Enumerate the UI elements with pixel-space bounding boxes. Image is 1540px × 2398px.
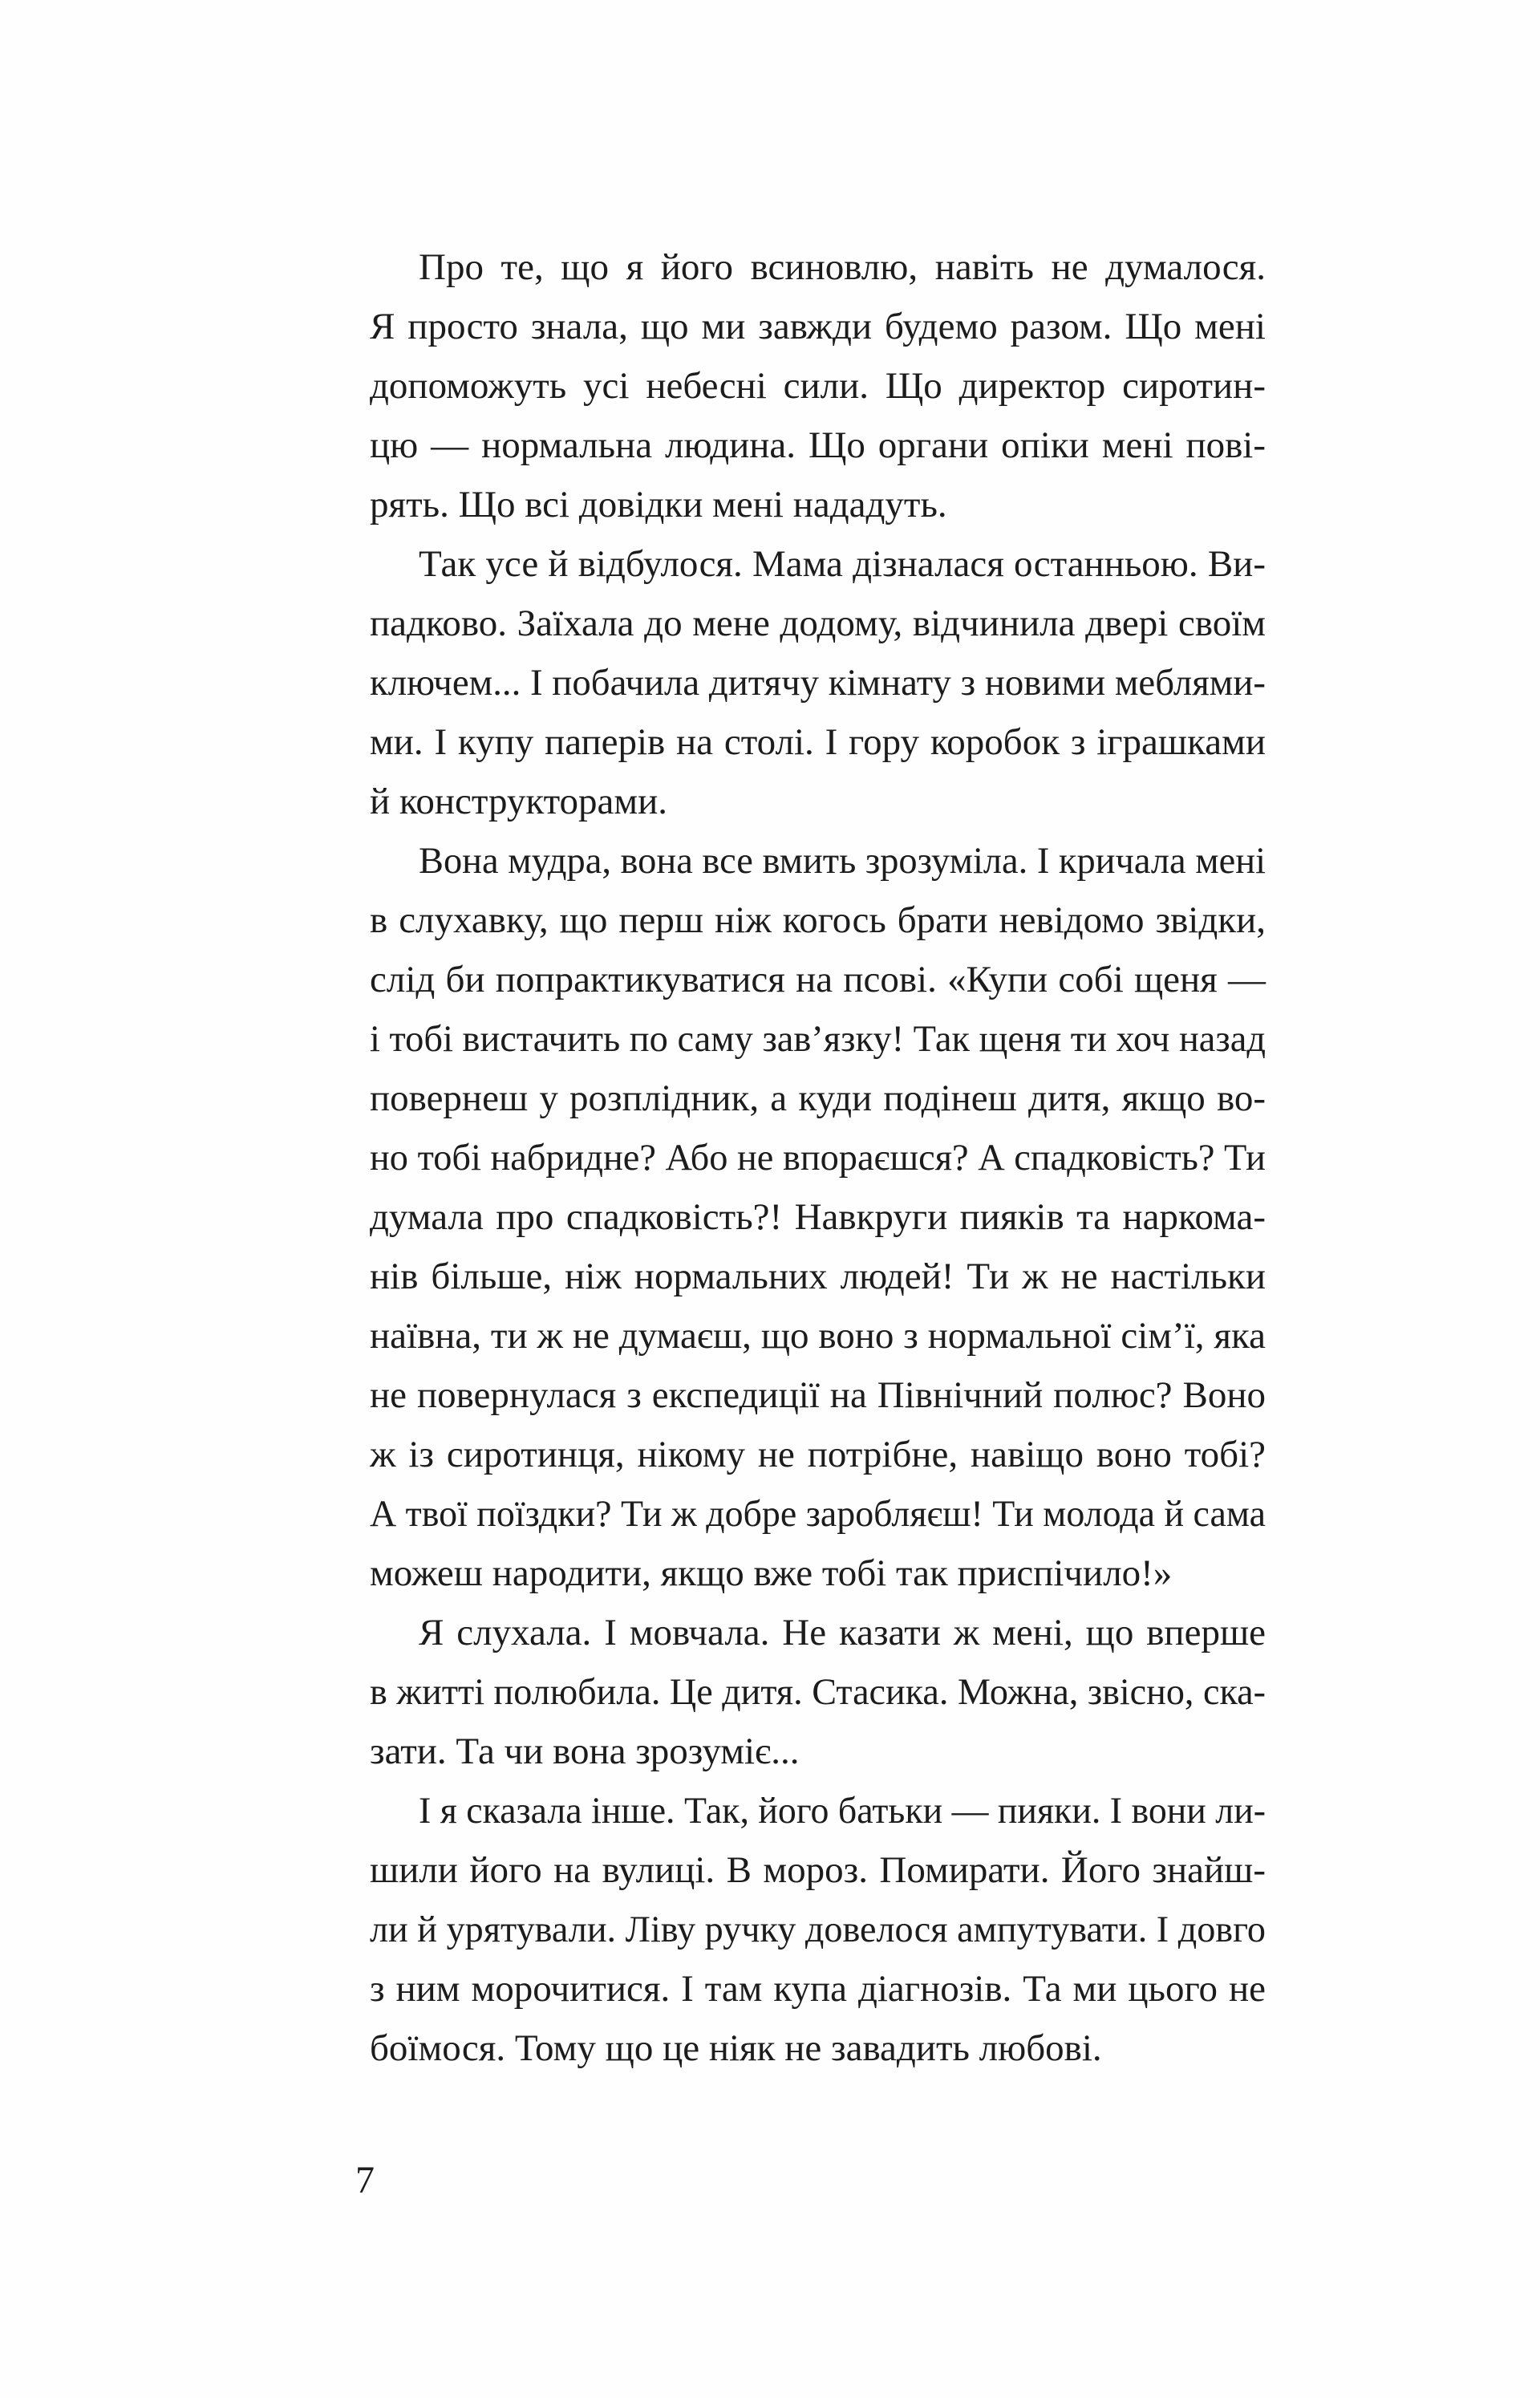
text-line: Я слухала. І мовчала. Не казати ж мені, що вперше bbox=[419, 1612, 1266, 1653]
text-line: наївна, ти ж не думаєш, що воно з нормальної сім’ї, яка bbox=[370, 1315, 1266, 1357]
text-row bbox=[370, 1306, 1266, 1365]
text-row bbox=[370, 891, 1266, 950]
text-row bbox=[370, 1544, 1266, 1603]
body-text bbox=[370, 237, 1266, 2078]
text-line: І я сказала інше. Так, його батьки — пияки. І вони ли- bbox=[419, 1790, 1266, 1832]
text-row bbox=[370, 653, 1266, 712]
text-row bbox=[370, 831, 1266, 891]
paragraph bbox=[370, 1603, 1266, 1781]
text-row bbox=[370, 534, 1266, 594]
text-line: ми. І купу паперів на столі. І гору коробок з іграшками bbox=[370, 721, 1266, 763]
paragraph bbox=[370, 534, 1266, 831]
text-row bbox=[370, 416, 1266, 475]
text-line: думала про спадковість?! Навкруги пияків та наркома- bbox=[370, 1196, 1266, 1238]
text-line: допоможуть усі небесні сили. Що директор сиротин- bbox=[370, 365, 1266, 407]
text-row bbox=[370, 1840, 1266, 1900]
text-row bbox=[370, 1365, 1266, 1425]
text-line: но тобі набридне? Або не впораєшся? А спадковість? Ти bbox=[370, 1137, 1266, 1179]
text-row bbox=[370, 950, 1266, 1009]
text-line: нів більше, ніж нормальних людей! Ти ж не настільки bbox=[370, 1256, 1266, 1297]
text-row bbox=[370, 1247, 1266, 1306]
text-line: Я просто знала, що ми завжди будемо разом. Що мені bbox=[370, 306, 1266, 347]
text-line: цю — нормальна людина. Що органи опіки мені пові- bbox=[370, 424, 1266, 466]
text-row bbox=[370, 1484, 1266, 1544]
text-row bbox=[370, 297, 1266, 356]
text-line: зати. Та чи вона зрозуміє... bbox=[370, 1731, 800, 1772]
text-line: Так усе й відбулося. Мама дізналася останньою. Ви- bbox=[419, 543, 1266, 585]
text-row bbox=[370, 1069, 1266, 1128]
text-row bbox=[370, 475, 1266, 534]
text-row bbox=[370, 1128, 1266, 1187]
text-row bbox=[370, 1603, 1266, 1662]
text-line: ж із сиротинця, нікому не потрібне, навіщо воно тобі? bbox=[370, 1434, 1266, 1475]
text-line: шили його на вулиці. В мороз. Помирати. Його знайш- bbox=[370, 1849, 1266, 1891]
text-line: й конструкторами. bbox=[370, 781, 667, 822]
text-line: ключем... І побачила дитячу кімнату з новими меблями- bbox=[370, 662, 1266, 704]
paragraph bbox=[370, 1781, 1266, 2078]
text-line: рять. Що всі довідки мені нададуть. bbox=[370, 484, 947, 525]
text-row bbox=[370, 1781, 1266, 1840]
text-line: ли й урятували. Ліву ручку довелося ампутувати. І довго bbox=[370, 1909, 1266, 1950]
text-line: слід би попрактикуватися на псові. «Купи собі щеня — bbox=[370, 959, 1266, 1000]
paragraph bbox=[370, 831, 1266, 1603]
text-line: Про те, що я його всиновлю, навіть не думалося. bbox=[419, 246, 1266, 288]
text-line: А твої поїздки? Ти ж добре заробляєш! Ти молода й сама bbox=[370, 1493, 1266, 1535]
text-row bbox=[370, 1900, 1266, 1959]
text-row bbox=[370, 712, 1266, 772]
text-line: з ним морочитися. І там купа діагнозів. Та ми цього не bbox=[370, 1968, 1266, 2010]
text-row bbox=[370, 1425, 1266, 1484]
text-row bbox=[370, 2019, 1266, 2078]
text-row bbox=[370, 594, 1266, 653]
text-line: не повернулася з експедиції на Північний полюс? Воно bbox=[370, 1374, 1266, 1416]
paragraph bbox=[370, 237, 1266, 534]
text-line: і тобі вистачить по саму зав’язку! Так щеня ти хоч назад bbox=[370, 1018, 1266, 1060]
text-row bbox=[370, 356, 1266, 416]
text-row bbox=[370, 1662, 1266, 1722]
text-row bbox=[370, 237, 1266, 297]
text-line: повернеш у розплідник, а куди подінеш дитя, якщо во- bbox=[370, 1077, 1266, 1119]
text-line: боїмося. Тому що це ніяк не завадить любові. bbox=[370, 2027, 1102, 2069]
text-line: в житті полюбила. Це дитя. Стасика. Можна, звісно, ска- bbox=[370, 1671, 1266, 1713]
page-number: 7 bbox=[355, 2159, 375, 2201]
text-row bbox=[370, 772, 1266, 831]
text-line: в слухавку, що перш ніж когось брати невідомо звідки, bbox=[370, 899, 1266, 941]
text-line: Вона мудра, вона все вмить зрозуміла. І кричала мені bbox=[419, 840, 1266, 882]
text-line: можеш народити, якщо вже тобі так приспічило!» bbox=[370, 1552, 1173, 1594]
text-row bbox=[370, 1009, 1266, 1069]
text-row bbox=[370, 1959, 1266, 2019]
text-row bbox=[370, 1187, 1266, 1247]
text-row bbox=[370, 1722, 1266, 1781]
text-line: падково. Заїхала до мене додому, відчинила двері своїм bbox=[370, 603, 1266, 644]
